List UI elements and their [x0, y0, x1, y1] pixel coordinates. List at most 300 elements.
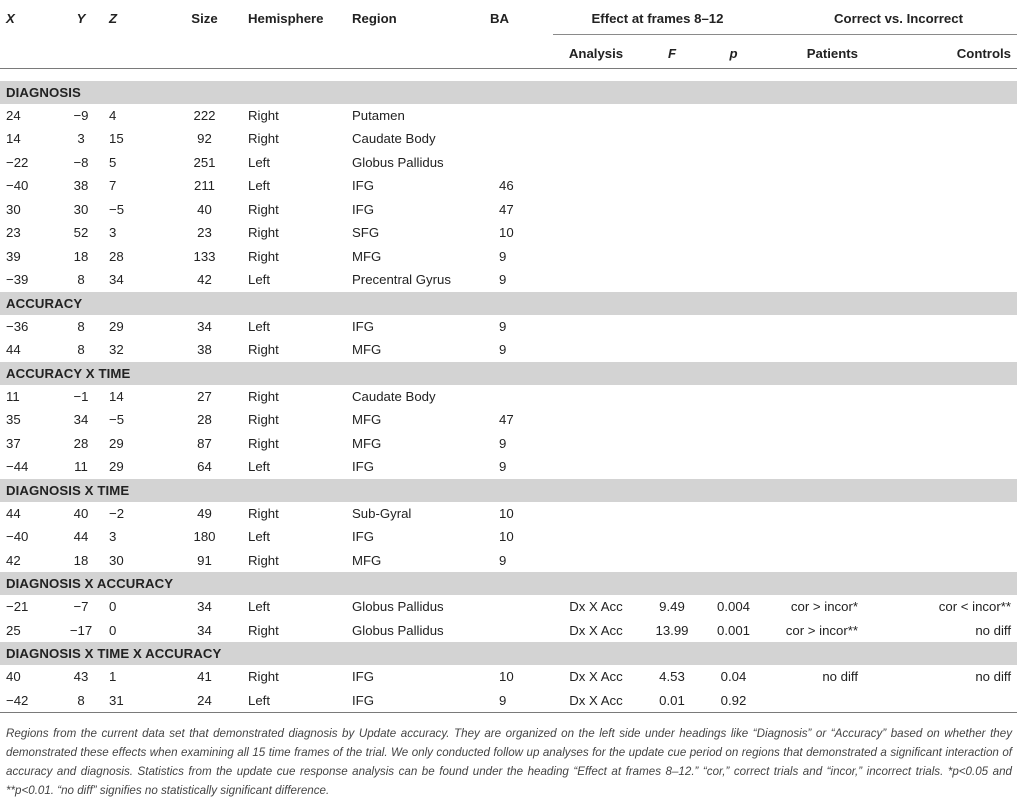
f-cell — [639, 549, 705, 573]
section-title: DIAGNOSIS X TIME — [0, 479, 1017, 502]
p-cell — [705, 432, 762, 456]
ba-cell: 9 — [499, 318, 507, 334]
hemisphere-cell: Left — [248, 318, 270, 334]
ba-cell: 47 — [499, 201, 514, 217]
z-cell: 29 — [109, 318, 124, 334]
analysis-cell — [553, 432, 639, 456]
hemisphere-cell: Left — [248, 459, 270, 475]
ba-cell: 9 — [499, 272, 507, 288]
x-cell: 44 — [6, 342, 21, 358]
region-cell: Caudate Body — [352, 388, 436, 404]
region-cell: MFG — [352, 412, 382, 428]
analysis-cell — [553, 245, 639, 269]
table-row — [0, 315, 1017, 339]
f-cell — [639, 151, 705, 175]
hemisphere-cell: Right — [248, 131, 279, 147]
region-cell: MFG — [352, 342, 382, 358]
size-cell: 92 — [197, 131, 212, 147]
ba-cell: 10 — [499, 505, 514, 521]
table-row — [0, 174, 1017, 198]
p-cell — [705, 338, 762, 362]
y-cell: −8 — [73, 154, 89, 170]
controls-cell — [862, 525, 1017, 549]
ba-cell: 46 — [499, 178, 514, 194]
section-header-row — [0, 572, 1017, 595]
z-cell: −2 — [109, 505, 125, 521]
ba-cell: 9 — [499, 248, 507, 264]
table-row — [0, 127, 1017, 151]
ba-cell: 9 — [499, 342, 507, 358]
table-row — [0, 408, 1017, 432]
x-cell: 14 — [6, 131, 21, 147]
controls-cell — [862, 104, 1017, 128]
z-cell: 0 — [109, 622, 117, 638]
hemisphere-cell: Left — [248, 599, 270, 615]
y-cell: 11 — [74, 459, 88, 475]
analysis-cell: Dx X Acc — [569, 599, 623, 615]
table-row — [0, 549, 1017, 573]
col-region: Region — [352, 11, 397, 26]
z-cell: 29 — [109, 459, 124, 475]
x-cell: 24 — [6, 107, 21, 123]
analysis-cell — [553, 127, 639, 151]
ba-cell: 9 — [499, 435, 507, 451]
y-cell: −1 — [73, 388, 89, 404]
analysis-cell — [553, 525, 639, 549]
ba-cell — [465, 619, 553, 643]
col-f: F — [639, 34, 705, 68]
x-cell: 11 — [6, 388, 20, 404]
y-cell: 52 — [73, 225, 89, 241]
patients-cell — [762, 127, 862, 151]
table-row — [0, 432, 1017, 456]
patients-cell — [762, 525, 862, 549]
size-cell: 34 — [197, 599, 212, 615]
y-cell: −7 — [73, 599, 89, 615]
f-cell — [639, 315, 705, 339]
region-cell: IFG — [352, 669, 374, 685]
section-header-row — [0, 642, 1017, 665]
ba-cell — [465, 127, 553, 151]
p-cell: 0.92 — [705, 689, 762, 713]
analysis-cell: Dx X Acc — [569, 669, 623, 685]
analysis-cell — [553, 502, 639, 526]
y-cell: 18 — [73, 248, 89, 264]
analysis-cell — [553, 221, 639, 245]
patients-cell — [762, 408, 862, 432]
ba-cell: 9 — [499, 552, 507, 568]
size-cell: 34 — [197, 622, 212, 638]
patients-cell — [762, 689, 862, 713]
hemisphere-cell: Left — [248, 178, 270, 194]
z-cell: −5 — [109, 201, 125, 217]
patients-cell: cor > incor** — [785, 622, 858, 638]
ba-cell: 10 — [499, 669, 514, 685]
ba-cell: 10 — [499, 225, 514, 241]
analysis-cell: Dx X Acc — [569, 622, 623, 638]
p-cell — [705, 127, 762, 151]
patients-cell — [762, 221, 862, 245]
patients-cell: no diff — [822, 669, 858, 685]
correct-group-header: Correct vs. Incorrect — [762, 0, 1017, 34]
f-cell — [639, 385, 705, 409]
y-cell: 3 — [77, 131, 85, 147]
p-cell: 0.04 — [720, 669, 747, 685]
p-cell — [705, 245, 762, 269]
section-header-row — [0, 362, 1017, 385]
x-cell: 35 — [6, 412, 21, 428]
size-cell: 91 — [197, 552, 212, 568]
y-cell: 34 — [73, 412, 89, 428]
ba-cell — [465, 595, 553, 619]
col-controls: Controls — [862, 34, 1017, 68]
col-hemisphere: Hemisphere — [248, 11, 324, 26]
z-cell: 4 — [109, 107, 117, 123]
analysis-cell — [553, 455, 639, 479]
p-cell — [705, 549, 762, 573]
hemisphere-cell: Right — [248, 342, 279, 358]
p-cell — [705, 221, 762, 245]
table-row — [0, 595, 1017, 619]
p-cell — [705, 455, 762, 479]
region-cell: Caudate Body — [352, 131, 436, 147]
z-cell: 29 — [109, 435, 124, 451]
hemisphere-cell: Right — [248, 107, 279, 123]
patients-cell — [762, 104, 862, 128]
patients-cell: cor > incor* — [790, 599, 858, 615]
p-cell — [705, 408, 762, 432]
f-cell: 4.53 — [659, 669, 685, 685]
region-cell: Globus Pallidus — [352, 154, 444, 170]
p-cell — [705, 525, 762, 549]
analysis-cell — [553, 408, 639, 432]
region-cell: Putamen — [352, 107, 405, 123]
size-cell: 180 — [193, 529, 216, 545]
patients-cell — [762, 245, 862, 269]
controls-cell — [862, 198, 1017, 222]
controls-cell — [862, 151, 1017, 175]
region-cell: Precentral Gyrus — [352, 272, 451, 288]
f-cell — [639, 408, 705, 432]
z-cell: 3 — [109, 225, 117, 241]
analysis-cell — [553, 385, 639, 409]
x-cell: −39 — [6, 272, 29, 288]
hemisphere-cell: Right — [248, 412, 279, 428]
f-cell — [639, 268, 705, 292]
p-cell: 0.004 — [716, 599, 750, 615]
section-title: DIAGNOSIS X ACCURACY — [0, 572, 1017, 595]
table-row — [0, 104, 1017, 128]
size-cell: 87 — [197, 435, 212, 451]
p-cell — [705, 502, 762, 526]
f-cell: 9.49 — [659, 599, 685, 615]
f-cell — [639, 338, 705, 362]
size-cell: 211 — [193, 178, 216, 194]
region-cell: IFG — [352, 318, 374, 334]
controls-cell — [862, 432, 1017, 456]
x-cell: 39 — [6, 248, 21, 264]
patients-cell — [762, 315, 862, 339]
controls-cell — [862, 385, 1017, 409]
patients-cell — [762, 432, 862, 456]
z-cell: 0 — [109, 599, 117, 615]
table-row — [0, 221, 1017, 245]
patients-cell — [762, 198, 862, 222]
ba-cell: 9 — [499, 459, 507, 475]
section-title: DIAGNOSIS X TIME X ACCURACY — [0, 642, 1017, 665]
z-cell: 31 — [109, 689, 161, 713]
size-cell: 40 — [197, 201, 212, 217]
region-cell: IFG — [352, 529, 374, 545]
controls-cell — [862, 315, 1017, 339]
analysis-cell — [553, 198, 639, 222]
z-cell: −5 — [109, 412, 125, 428]
hemisphere-cell: Right — [248, 201, 279, 217]
table-row — [0, 338, 1017, 362]
table-body — [0, 68, 1017, 713]
f-cell — [639, 525, 705, 549]
f-cell — [639, 221, 705, 245]
hemisphere-cell: Right — [248, 225, 279, 241]
p-cell — [705, 104, 762, 128]
table-caption: Regions from the current data set that demonstrated diagnosis by Update accuracy. They are organized on the left side under headings like “Diagnosis” or “Accuracy” based on whether they demonstrated these effects when examining all 15 time frames of the trial. We only conducted follow up analyses for the update cue period on regions that demonstrated a significant interaction of accuracy and diagnosis. Statistics from the update cue response analysis can be found under the heading “Effect at frames 8–12.” “cor,” correct trials and “incor,” incorrect trials. *p<0.05 and **p<0.01. “no diff” signifies no statistically significant difference. — [6, 727, 1012, 797]
analysis-cell — [553, 268, 639, 292]
table-row — [0, 198, 1017, 222]
region-cell: IFG — [352, 689, 465, 713]
size-cell: 24 — [161, 689, 248, 713]
size-cell: 28 — [197, 412, 212, 428]
size-cell: 38 — [197, 342, 212, 358]
p-cell — [705, 385, 762, 409]
hemisphere-cell: Left — [248, 154, 270, 170]
table-row — [0, 619, 1017, 643]
col-ba: BA — [490, 11, 510, 26]
table-row — [0, 455, 1017, 479]
table-row — [0, 151, 1017, 175]
col-z: Z — [109, 11, 118, 26]
f-cell — [639, 455, 705, 479]
ba-cell — [465, 151, 553, 175]
y-cell: 38 — [73, 178, 89, 194]
x-cell: 30 — [6, 201, 21, 217]
hemisphere-cell: Right — [248, 552, 279, 568]
controls-cell: no diff — [975, 622, 1011, 638]
controls-cell — [862, 268, 1017, 292]
controls-cell — [862, 245, 1017, 269]
y-cell: 40 — [73, 505, 89, 521]
col-y: Y — [76, 11, 86, 26]
table-row — [0, 689, 1017, 713]
f-cell — [639, 245, 705, 269]
hemisphere-cell: Right — [248, 388, 279, 404]
patients-cell — [762, 502, 862, 526]
f-cell — [639, 127, 705, 151]
ba-cell: 10 — [499, 529, 514, 545]
x-cell: −40 — [6, 178, 29, 194]
patients-cell — [762, 338, 862, 362]
x-cell: −42 — [0, 689, 53, 713]
f-cell — [639, 174, 705, 198]
col-analysis: Analysis — [553, 34, 639, 68]
table-row — [0, 525, 1017, 549]
section-header-row — [0, 81, 1017, 104]
analysis-cell — [553, 104, 639, 128]
z-cell: 1 — [109, 669, 117, 685]
z-cell: 5 — [109, 154, 117, 170]
f-cell — [639, 104, 705, 128]
ba-cell: 47 — [499, 412, 514, 428]
analysis-cell: Dx X Acc — [553, 689, 639, 713]
analysis-cell — [553, 174, 639, 198]
p-cell: 0.001 — [716, 622, 750, 638]
patients-cell — [762, 174, 862, 198]
table-row — [0, 268, 1017, 292]
section-title: ACCURACY X TIME — [0, 362, 1017, 385]
p-cell — [705, 198, 762, 222]
x-cell: −22 — [6, 154, 29, 170]
section-header-row — [0, 479, 1017, 502]
size-cell: 251 — [193, 154, 216, 170]
table-row — [0, 245, 1017, 269]
f-cell: 0.01 — [639, 689, 705, 713]
z-cell: 34 — [109, 272, 124, 288]
f-cell — [639, 432, 705, 456]
y-cell: 8 — [77, 272, 85, 288]
controls-cell — [862, 502, 1017, 526]
controls-cell — [862, 338, 1017, 362]
hemisphere-cell: Left — [248, 529, 270, 545]
p-cell — [705, 174, 762, 198]
region-cell: Sub-Gyral — [352, 505, 412, 521]
size-cell: 64 — [197, 459, 212, 475]
f-cell — [639, 502, 705, 526]
hemisphere-cell: Right — [248, 669, 279, 685]
table-header — [0, 0, 1017, 68]
analysis-cell — [553, 315, 639, 339]
analysis-cell — [553, 549, 639, 573]
ba-cell: 9 — [465, 689, 553, 713]
controls-cell — [862, 221, 1017, 245]
hemisphere-cell: Right — [248, 505, 279, 521]
size-cell: 41 — [197, 669, 212, 685]
controls-cell: cor < incor** — [938, 599, 1011, 615]
z-cell: 30 — [109, 552, 124, 568]
table-row — [0, 502, 1017, 526]
hemisphere-cell: Left — [248, 272, 270, 288]
size-cell: 222 — [193, 107, 216, 123]
y-cell: −17 — [69, 622, 93, 638]
region-cell: MFG — [352, 552, 382, 568]
z-cell: 15 — [109, 131, 124, 147]
patients-cell — [762, 268, 862, 292]
region-cell: Globus Pallidus — [352, 622, 444, 638]
z-cell: 3 — [109, 529, 117, 545]
ba-cell — [465, 385, 553, 409]
hemisphere-cell: Left — [248, 689, 352, 713]
y-cell: 8 — [77, 318, 85, 334]
region-cell: IFG — [352, 178, 374, 194]
analysis-cell — [553, 151, 639, 175]
table-row — [0, 385, 1017, 409]
col-p: p — [705, 34, 762, 68]
x-cell: 23 — [6, 225, 21, 241]
x-cell: 44 — [6, 505, 21, 521]
y-cell: 30 — [73, 201, 89, 217]
size-cell: 27 — [197, 388, 212, 404]
size-cell: 49 — [197, 505, 212, 521]
region-cell: IFG — [352, 459, 374, 475]
size-cell: 42 — [197, 272, 212, 288]
x-cell: 37 — [6, 435, 21, 451]
patients-cell — [762, 455, 862, 479]
region-cell: SFG — [352, 225, 380, 241]
x-cell: −44 — [6, 459, 29, 475]
size-cell: 133 — [193, 248, 216, 264]
region-cell: IFG — [352, 201, 374, 217]
ba-cell — [465, 104, 553, 128]
x-cell: −36 — [6, 318, 29, 334]
region-cell: Globus Pallidus — [352, 599, 444, 615]
x-cell: 42 — [6, 552, 21, 568]
controls-cell — [862, 127, 1017, 151]
patients-cell — [762, 549, 862, 573]
x-cell: 40 — [6, 669, 21, 685]
y-cell: 44 — [73, 529, 89, 545]
controls-cell — [862, 174, 1017, 198]
p-cell — [705, 151, 762, 175]
section-title: DIAGNOSIS — [0, 81, 1017, 104]
hemisphere-cell: Right — [248, 622, 279, 638]
size-cell: 34 — [197, 318, 212, 334]
hemisphere-cell: Right — [248, 435, 279, 451]
y-cell: 8 — [53, 689, 109, 713]
hemisphere-cell: Right — [248, 248, 279, 264]
z-cell: 14 — [109, 388, 124, 404]
analysis-cell — [553, 338, 639, 362]
z-cell: 32 — [109, 342, 124, 358]
x-cell: −21 — [6, 599, 29, 615]
controls-cell: no diff — [975, 669, 1011, 685]
col-x: X — [6, 11, 15, 26]
y-cell: 8 — [77, 342, 85, 358]
patients-cell — [762, 151, 862, 175]
size-cell: 23 — [197, 225, 212, 241]
controls-cell — [862, 455, 1017, 479]
section-header-row — [0, 292, 1017, 315]
region-cell: MFG — [352, 248, 382, 264]
controls-cell — [862, 689, 1017, 713]
effect-group-header: Effect at frames 8–12 — [553, 0, 762, 34]
y-cell: −9 — [73, 107, 89, 123]
f-cell — [639, 198, 705, 222]
x-cell: −40 — [6, 529, 29, 545]
x-cell: 25 — [6, 622, 21, 638]
controls-cell — [862, 408, 1017, 432]
f-cell: 13.99 — [655, 622, 689, 638]
y-cell: 18 — [73, 552, 89, 568]
patients-cell — [762, 385, 862, 409]
p-cell — [705, 268, 762, 292]
region-cell: MFG — [352, 435, 382, 451]
z-cell: 7 — [109, 178, 117, 194]
table-row — [0, 665, 1017, 689]
y-cell: 28 — [73, 435, 89, 451]
section-title: ACCURACY — [0, 292, 1017, 315]
z-cell: 28 — [109, 248, 124, 264]
col-patients: Patients — [762, 34, 862, 68]
y-cell: 43 — [73, 669, 89, 685]
col-size: Size — [191, 11, 218, 26]
